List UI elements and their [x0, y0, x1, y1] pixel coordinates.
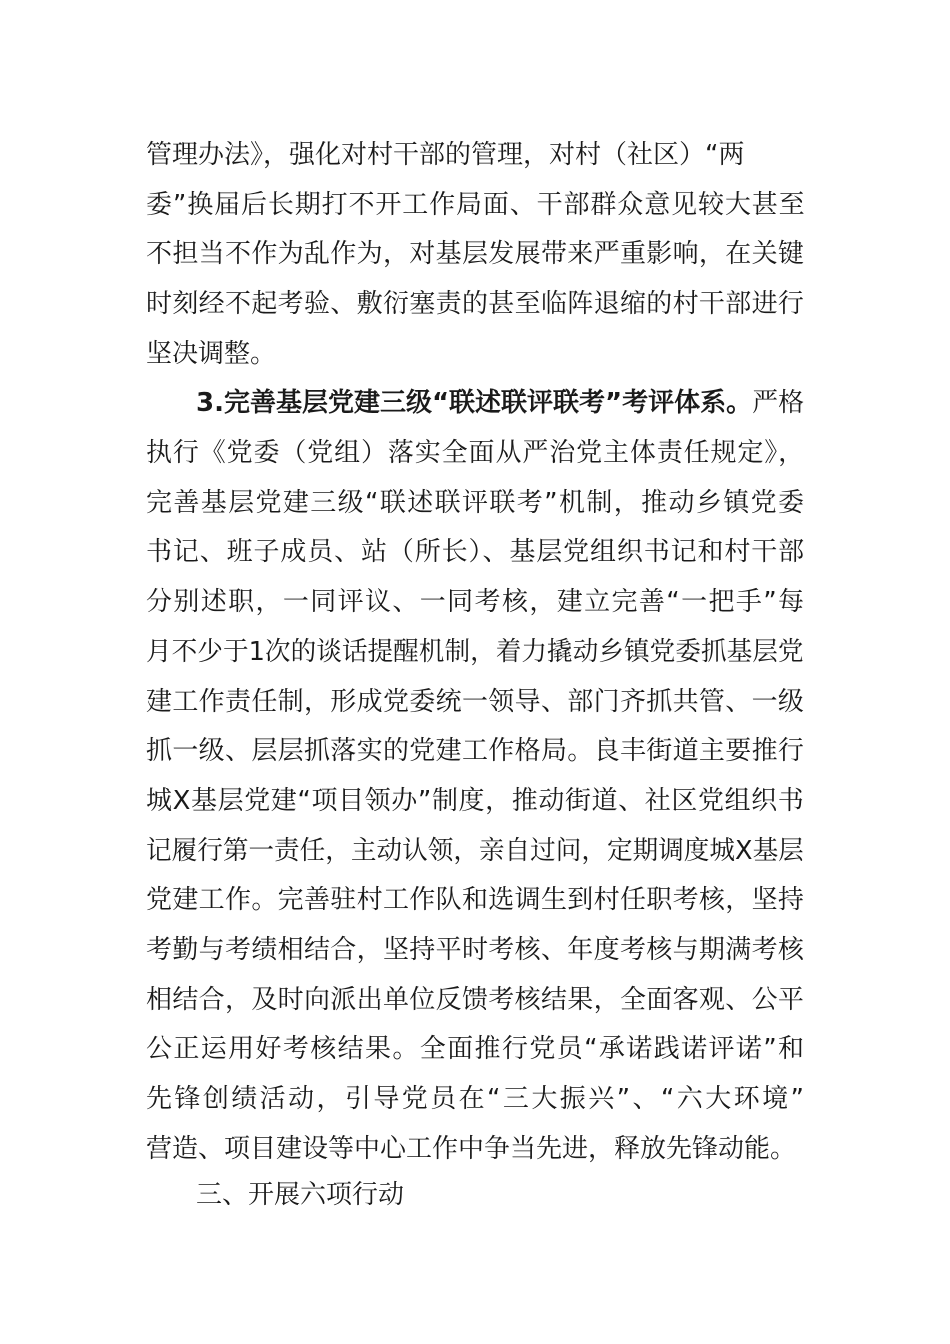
text-line: 完善基层党建三级“联述联评联考”机制，推动乡镇党委	[146, 488, 806, 518]
paragraph-first-line	[196, 378, 804, 428]
text-line: 建工作责任制，形成党委统一领导、部门齐抓共管、一级	[146, 687, 805, 717]
text-line: 月不少于1次的谈话提醒机制，着力撬动乡镇党委抓基层党	[146, 637, 804, 667]
first-line-text: 严格	[752, 388, 805, 418]
text-line: 委”换届后长期打不开工作局面、干部群众意见较大甚至	[146, 190, 806, 220]
text-line: 不担当不作为乱作为，对基层发展带来严重影响，在关键	[146, 239, 805, 269]
text-line: 管理办法》，强化对村干部的管理，对村（社区）“两	[146, 140, 745, 170]
subsection-heading: 3.完善基层党建三级“联述联评联考”考评体系。	[196, 388, 753, 418]
text-line: 党建工作。完善驻村工作队和选调生到村任职考核，坚持	[146, 885, 805, 915]
text-line: 书记、班子成员、站（所长）、基层党组织书记和村干部	[146, 537, 806, 567]
text-line: 先锋创绩活动，引导党员在“三大振兴”、“六大环境”	[146, 1084, 807, 1114]
text-line: 坚决调整。	[146, 339, 277, 369]
text-line: 城X基层党建“项目领办”制度，推动街道、社区党组织书	[146, 786, 805, 816]
text-line: 执行《党委（党组）落实全面从严治党主体责任规定》，	[146, 438, 806, 468]
text-line: 时刻经不起考验、敷衍塞责的甚至临阵退缩的村干部进行	[146, 289, 805, 319]
text-line: 分别述职，一同评议、一同考核，建立完善“一把手”每	[146, 587, 806, 617]
text-line: 抓一级、层层抓落实的党建工作格局。良丰街道主要推行	[146, 736, 805, 766]
text-line: 相结合，及时向派出单位反馈考核结果，全面客观、公平	[146, 985, 805, 1015]
text-line: 考勤与考绩相结合，坚持平时考核、年度考核与期满考核	[146, 935, 805, 965]
text-line: 公正运用好考核结果。全面推行党员“承诺践诺评诺”和	[146, 1034, 806, 1064]
text-line: 记履行第一责任，主动认领，亲自过问，定期调度城X基层	[146, 836, 804, 866]
text-line: 营造、项目建设等中心工作中争当先进，释放先锋动能。	[146, 1134, 797, 1164]
section-heading: 三、开展六项行动	[196, 1180, 405, 1210]
